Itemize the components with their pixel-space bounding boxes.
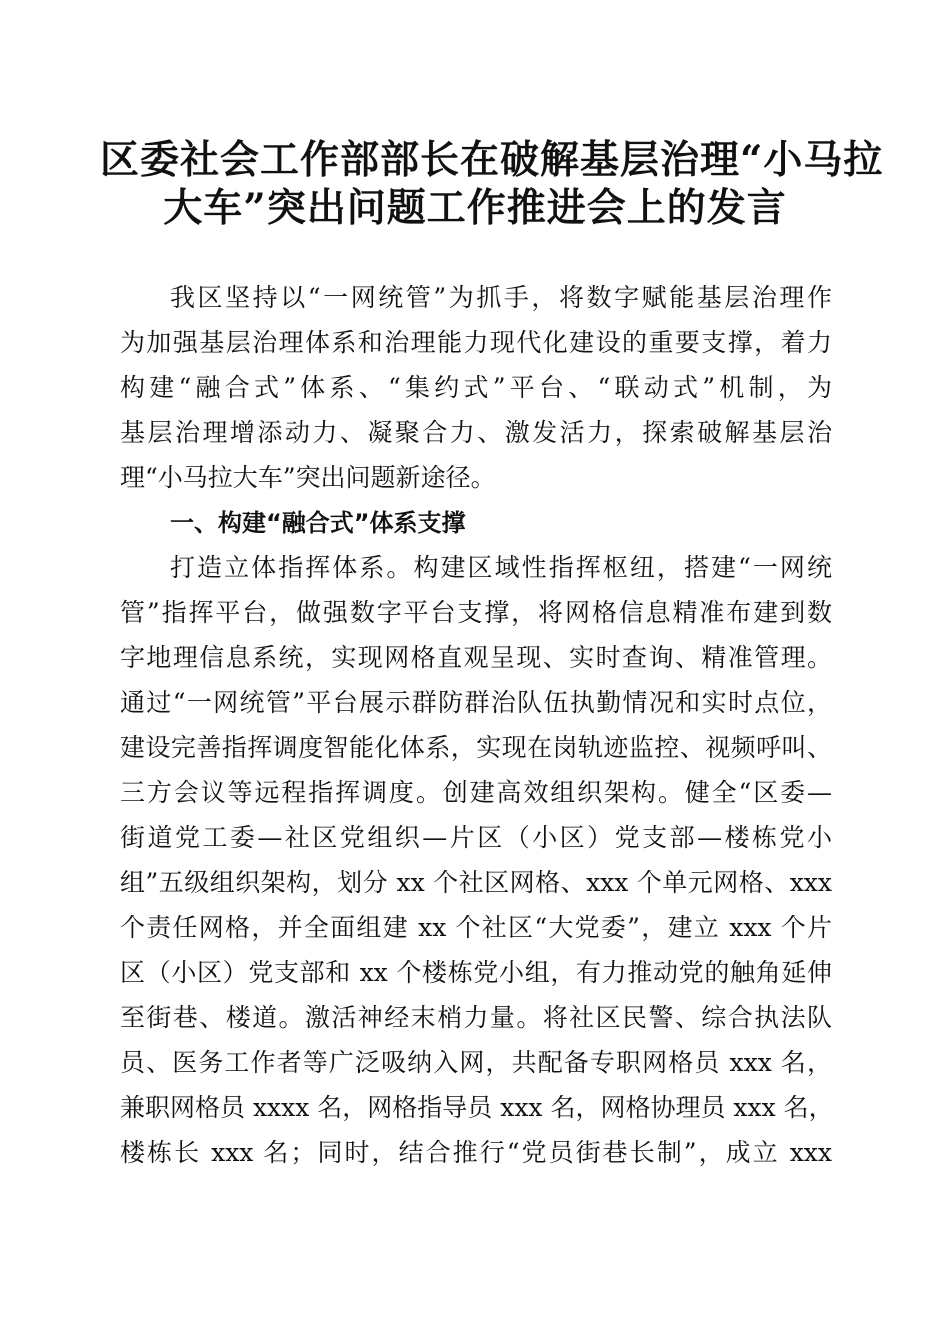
document-title-line-1: 区委社会工作部部长在破解基层治理“小马拉 bbox=[100, 137, 884, 183]
section-1-paragraph-line: 通过“一网统管”平台展示群防群治队伍执勤情况和实时点位， bbox=[120, 688, 832, 717]
intro-paragraph-line: 构建“融合式”体系、“集约式”平台、“联动式”机制，为 bbox=[120, 373, 832, 402]
section-1-paragraph-line: 三方会议等远程指挥调度。创建高效组织架构。健全“区委— bbox=[120, 778, 832, 807]
intro-paragraph-line: 基层治理增添动力、凝聚合力、激发活力，探索破解基层治 bbox=[120, 418, 832, 447]
document-title-line-2: 大车”突出问题工作推进会上的发言 bbox=[163, 185, 787, 231]
section-1-paragraph-line: 个责任网格，并全面组建 xx 个社区“大党委”，建立 xxx 个片 bbox=[120, 913, 832, 942]
section-1-paragraph-line: 字地理信息系统，实现网格直观呈现、实时查询、精准管理。 bbox=[120, 643, 832, 672]
section-1-paragraph-line: 至街巷、楼道。激活神经末梢力量。将社区民警、综合执法队 bbox=[120, 1003, 832, 1032]
section-1-paragraph-line: 建设完善指挥调度智能化体系，实现在岗轨迹监控、视频呼叫、 bbox=[120, 733, 832, 762]
section-1-paragraph-line: 员、医务工作者等广泛吸纳入网，共配备专职网格员 xxx 名， bbox=[120, 1048, 832, 1077]
section-1-paragraph-line: 打造立体指挥体系。构建区域性指挥枢纽，搭建“一网统 bbox=[170, 553, 832, 582]
intro-paragraph-line: 为加强基层治理体系和治理能力现代化建设的重要支撑，着力 bbox=[120, 328, 832, 357]
section-1-paragraph-line: 区（小区）党支部和 xx 个楼栋党小组，有力推动党的触角延伸 bbox=[120, 958, 832, 987]
section-1-heading: 一、构建“融合式”体系支撑 bbox=[170, 509, 466, 537]
intro-paragraph-line: 我区坚持以“一网统管”为抓手，将数字赋能基层治理作 bbox=[170, 283, 832, 312]
section-1-paragraph-line: 管”指挥平台，做强数字平台支撑，将网格信息精准布建到数 bbox=[120, 598, 832, 627]
intro-paragraph-line: 理“小马拉大车”突出问题新途径。 bbox=[120, 463, 496, 492]
section-1-paragraph-line: 组”五级组织架构，划分 xx 个社区网格、xxx 个单元网格、xxx bbox=[120, 868, 832, 897]
section-1-paragraph-line: 兼职网格员 xxxx 名，网格指导员 xxx 名，网格协理员 xxx 名， bbox=[120, 1093, 834, 1122]
section-1-paragraph-line: 楼栋长 xxx 名；同时，结合推行“党员街巷长制”，成立 xxx bbox=[120, 1138, 832, 1167]
section-1-paragraph-line: 街道党工委—社区党组织—片区（小区）党支部—楼栋党小 bbox=[120, 823, 832, 852]
